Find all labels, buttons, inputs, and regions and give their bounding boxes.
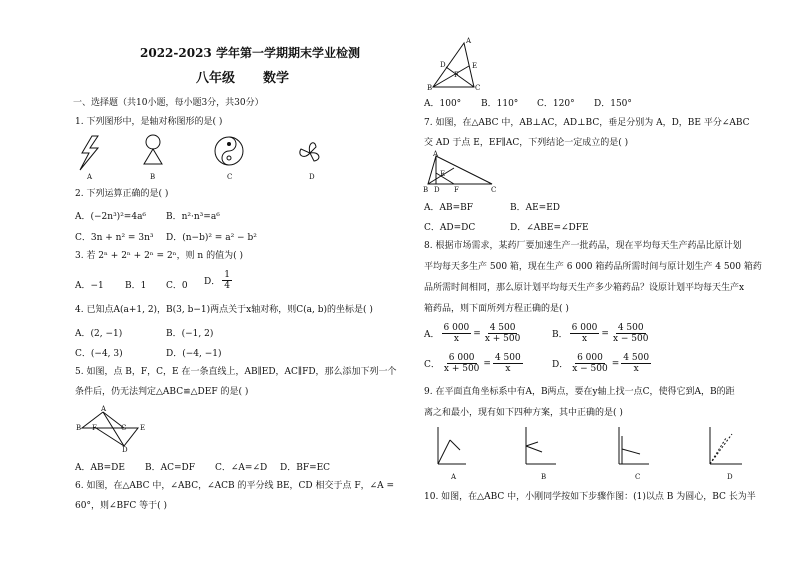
lightning-shape (80, 136, 98, 170)
q8-option-b: B． 6 000 x = 4 500 x − 500 (552, 323, 649, 344)
question-6-line-1: 6. 如图，在△ABC 中，∠ABC，∠ACB 的平分线 BE，CD 相交于点 F，∠A = (75, 481, 395, 491)
q5-point-f: F (92, 424, 97, 432)
q9-label-d: D (727, 473, 733, 481)
q6-point-e: E (472, 62, 478, 70)
circle-triangle-shape (146, 135, 160, 149)
q9-plan-d (710, 427, 742, 464)
q6-option-b: B．110° (481, 99, 519, 109)
q7-point-a: A (433, 150, 439, 158)
q6-point-a: A (466, 37, 472, 45)
q2-option-a: A．(−2n³)²=4a⁶ (75, 212, 147, 222)
q7-option-d: D．∠ABE=∠DFE (510, 223, 589, 233)
question-8-line-3: 品所需时间相同，那么原计划平均每天生产多少箱药品？设原计划平均每天生产x (424, 283, 745, 293)
question-2: 2. 下列运算正确的是( ) (75, 189, 169, 199)
q2-option-b: B．n²·n³=a⁶ (166, 212, 220, 222)
question-3: 3. 若 2ⁿ + 2ⁿ + 2ⁿ = 2ⁿ，则 n 的值为( ) (75, 251, 243, 261)
q7-option-b: B．AE=ED (510, 203, 561, 213)
q6-point-d: D (440, 61, 446, 69)
q9-label-a: A (451, 473, 457, 481)
question-10-line-1: 10. 如图，在△ABC 中，小刚同学按如下步骤作图：(1)以点 B 为圆心，BC 长为半 (424, 492, 756, 502)
question-8-line-4: 箱药品，则下面所列方程正确的是( ) (424, 304, 569, 314)
q8-option-a: A． 6 000 x = 4 500 x + 500 (424, 323, 521, 344)
section-heading: 一、选择题（共10小题，每小题3分，共30分） (73, 98, 264, 108)
q9-plan-a (438, 427, 466, 464)
q5-point-d: D (122, 446, 128, 454)
question-5-line-1: 5. 如图，点 B，F，C，E 在一条直线上，AB∥ED，AC∥FD，那么添加下列一个 (75, 367, 397, 377)
q1-label-d: D (309, 173, 315, 181)
question-1: 1. 下列图形中，是轴对称图形的是( ) (75, 117, 223, 127)
q3-option-a: A．−1 (75, 281, 104, 291)
question-8-line-1: 8. 根据市场需求，某药厂要加速生产一批药品，现在平均每天生产药品比原计划 (424, 241, 742, 251)
q2-option-d: D．(n−b)² = a² − b² (166, 233, 257, 243)
q4-option-a: A．(2, −1) (75, 329, 123, 339)
q8-option-d: D． 6 000 x − 500 = 4 500 x (552, 353, 650, 374)
q6-point-b: B (427, 84, 433, 92)
q9-plan-b (526, 427, 556, 464)
q1-figures (70, 133, 370, 183)
propeller-shape (300, 143, 319, 161)
q5-option-a: A．AB=DE (75, 463, 125, 473)
q5-option-c: C．∠A=∠D (215, 463, 268, 473)
question-9-line-1: 9. 在平面直角坐标系中有A，B两点，要在y轴上找一点C，使得它到A，B的距 (424, 387, 735, 397)
q4-option-d: D．(−4, −1) (166, 349, 222, 359)
q9-plan-c (619, 427, 649, 464)
q1-label-c: C (227, 173, 233, 181)
q4-option-c: C．(−4, 3) (75, 349, 123, 359)
q7-point-d: D (434, 186, 440, 194)
q9-label-b: B (541, 473, 547, 481)
q7-option-a: A．AB=BF (424, 203, 474, 213)
q9-figures (426, 424, 756, 474)
grade-label: 八年级 (196, 71, 236, 86)
question-4: 4. 已知点A(a+1, 2)，B(3, b−1)两点关于x轴对称，则C(a, b)的坐标是( ) (75, 305, 373, 315)
q5-point-a: A (101, 405, 107, 413)
exam-title: 2022-2023 学年第一学期期末学业检测 (140, 46, 360, 60)
q6-point-f: F (454, 71, 459, 79)
q6-point-c: C (475, 84, 481, 92)
question-6-line-2: 60°，则∠BFC 等于( ) (75, 501, 167, 511)
q5-point-c: C (121, 424, 127, 432)
q5-option-b: B．AC=DF (145, 463, 196, 473)
q7-point-f: F (454, 186, 459, 194)
q1-label-b: B (150, 173, 156, 181)
question-7-line-2: 交 AD 于点 E，EF∥AC，下列结论一定成立的是( ) (424, 138, 629, 148)
q7-point-c: C (491, 186, 497, 194)
question-9-line-2: 离之和最小，现有如下四种方案，其中正确的是( ) (424, 408, 623, 418)
q5-point-b: B (76, 424, 82, 432)
q5-option-d: D．BF=EC (280, 463, 331, 473)
q2-option-c: C．3n + n² = 3n³ (75, 233, 154, 243)
q9-label-c: C (635, 473, 641, 481)
question-8-line-2: 平均每天多生产 500 箱，现在生产 6 000 箱药品所需时间与原计划生产 4 500 箱药 (424, 262, 762, 272)
q7-option-c: C．AD=DC (424, 223, 476, 233)
q7-point-e: E (440, 170, 446, 178)
subject-label: 数学 (263, 71, 290, 86)
question-5-line-2: 条件后，仍无法判定△ABC≌△DEF 的是( ) (75, 387, 249, 397)
q6-option-a: A．100° (424, 99, 462, 109)
q3-option-d: D． 1 4 (204, 270, 230, 291)
q6-option-d: D．150° (594, 99, 632, 109)
q3-option-c: C．0 (166, 281, 188, 291)
q3-option-b: B．1 (125, 281, 147, 291)
question-7-line-1: 7. 如图，在△ABC 中，AB⊥AC，AD⊥BC，垂足分别为 A，D，BE 平分∠ABC (424, 118, 750, 128)
q7-point-b: B (423, 186, 429, 194)
q7-figure (426, 153, 506, 188)
q6-option-c: C．120° (537, 99, 575, 109)
q1-label-a: A (87, 173, 93, 181)
q4-option-b: B．(−1, 2) (166, 329, 214, 339)
q8-option-c: C． 6 000 x + 500 = 4 500 x (424, 353, 521, 374)
q5-point-e: E (140, 424, 146, 432)
